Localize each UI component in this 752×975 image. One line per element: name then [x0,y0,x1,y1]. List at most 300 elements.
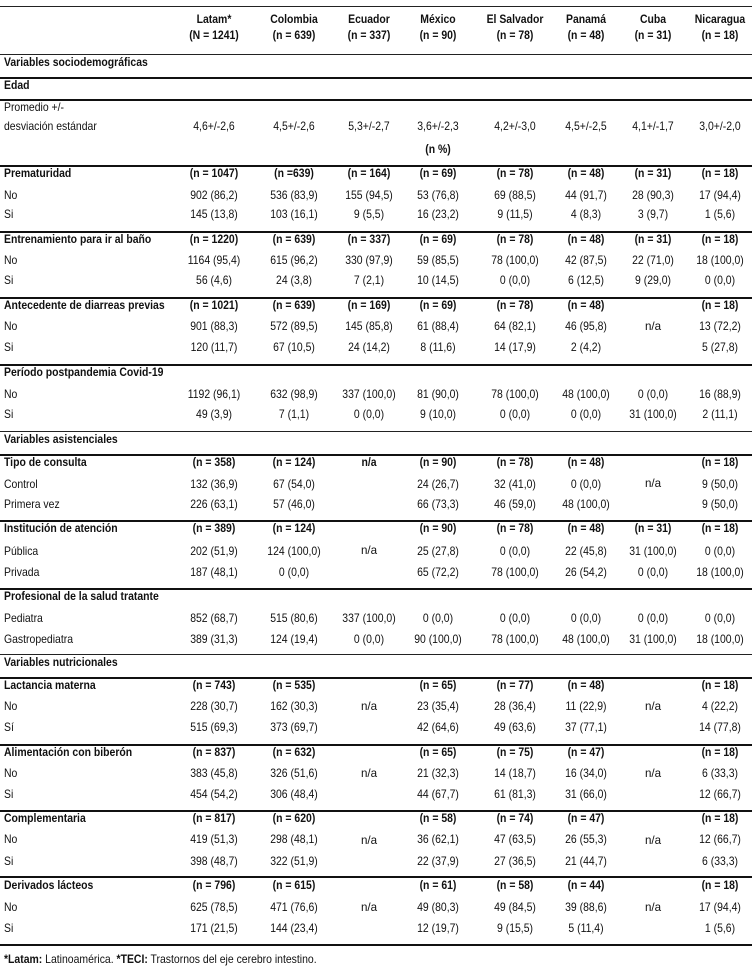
footnote-teci-abbr: *TECI: [116,953,148,966]
value-cell: 155 (94,5) [345,189,393,202]
value-cell: 17 (94,4) [699,901,741,914]
value-cell: 398 (48,7) [190,855,238,868]
row-label: Pública [4,545,39,558]
value-cell: 22 (37,9) [417,855,459,868]
value-cell: 13 (72,2) [699,320,741,333]
value-cell: 330 (97,9) [345,254,393,267]
value-cell: 124 (100,0) [267,545,321,558]
value-cell: 78 (100,0) [491,566,539,579]
column-header-n: (n = 48) [567,29,605,42]
not-available-cell: n/a [644,767,662,780]
value-cell: 32 (41,0) [494,478,536,491]
value-cell: 31 (100,0) [629,408,677,421]
not-available-cell: n/a [360,767,378,780]
subgroup-n-cell: (n = 69) [419,233,457,246]
value-cell: 615 (96,2) [270,254,318,267]
group-divider [0,810,752,812]
value-cell: 14 (18,7) [494,767,536,780]
subgroup-n-cell: (n = 620) [272,812,316,825]
value-cell: 4,1+/-1,7 [632,120,674,133]
row-label: Si [4,922,14,935]
subgroup-n-cell: (n = 18) [701,167,739,180]
value-cell: 0 (0,0) [637,388,669,401]
value-cell: 7 (2,1) [353,274,385,287]
subgroup-n-cell: (n = 69) [419,299,457,312]
value-cell: 0 (0,0) [499,408,531,421]
subgroup-n-cell: (n = 90) [419,456,457,469]
column-header-name: Cuba [639,13,667,26]
value-cell: 6 (33,3) [702,767,738,780]
value-cell: 0 (0,0) [570,478,602,491]
row-label: No [4,320,18,333]
value-cell: 9 (50,0) [702,478,738,491]
value-cell: 16 (34,0) [565,767,607,780]
value-cell: 24 (14,2) [348,341,390,354]
value-cell: 90 (100,0) [414,633,462,646]
variable-heading: Derivados lácteos [4,879,94,892]
value-cell: 28 (90,3) [632,189,674,202]
value-cell: 12 (66,7) [699,833,741,846]
value-cell: 9 (10,0) [420,408,456,421]
value-cell: 625 (78,5) [190,901,238,914]
subgroup-n-cell: (n = 58) [496,879,534,892]
value-cell: 0 (0,0) [570,408,602,421]
subgroup-n-cell: (n = 31) [634,522,672,535]
row-label: Sí [4,721,14,734]
not-available-cell: n/a [644,700,662,713]
column-header-name: El Salvador [486,13,544,26]
value-cell: 0 (0,0) [353,633,385,646]
value-cell: 61 (81,3) [494,788,536,801]
subgroup-n-cell: (n = 78) [496,233,534,246]
footnote-latam-abbr: *Latam: [4,953,43,966]
value-cell: 66 (73,3) [417,498,459,511]
value-cell: 67 (10,5) [273,341,315,354]
subgroup-n-cell: (n = 796) [192,879,236,892]
value-cell: 228 (30,7) [190,700,238,713]
variable-heading: Lactancia materna [4,679,96,692]
subgroup-n-cell: (n = 48) [567,299,605,312]
value-cell: 632 (98,9) [270,388,318,401]
subgroup-n-cell: (n = 337) [347,233,391,246]
bottom-rule [0,944,752,946]
value-cell: 4,5+/-2,6 [273,120,315,133]
value-cell: 852 (68,7) [190,612,238,625]
subgroup-n-cell: (n = 65) [419,746,457,759]
value-cell: 10 (14,5) [417,274,459,287]
value-cell: 419 (51,3) [190,833,238,846]
row-label: Control [4,478,38,491]
variable-heading: Prematuridad [4,167,72,180]
value-cell: 16 (23,2) [417,208,459,221]
subgroup-n-cell: (n = 78) [496,167,534,180]
column-header-name: Ecuador [348,13,390,26]
value-cell: 3 (9,7) [637,208,669,221]
footnote-teci-text: Trastornos del eje cerebro intestino. [147,953,317,966]
value-cell: 64 (82,1) [494,320,536,333]
value-cell: 31 (66,0) [565,788,607,801]
value-cell: 322 (51,9) [270,855,318,868]
value-cell: 132 (36,9) [190,478,238,491]
not-available-cell: n/a [644,320,662,333]
subgroup-n-cell: (n = 90) [419,522,457,535]
variable-heading: Complementaria [4,812,86,825]
value-cell: 25 (27,8) [417,545,459,558]
subgroup-n-cell: (n = 65) [419,679,457,692]
value-cell: 536 (83,9) [270,189,318,202]
row-label: Gastropediatra [4,633,74,646]
value-cell: 2 (4,2) [570,341,602,354]
subgroup-n-cell: (n = 74) [496,812,534,825]
value-cell: 81 (90,0) [417,388,459,401]
row-label: Si [4,788,14,801]
value-cell: 48 (100,0) [562,498,610,511]
subgroup-n-cell: (n = 18) [701,812,739,825]
value-cell: 22 (71,0) [632,254,674,267]
value-cell: 1164 (95,4) [187,254,241,267]
subgroup-n-cell: (n = 169) [347,299,391,312]
subgroup-n-cell: (n = 743) [192,679,236,692]
value-cell: 78 (100,0) [491,388,539,401]
value-cell: 103 (16,1) [270,208,318,221]
subgroup-n-cell: (n = 48) [567,167,605,180]
value-cell: 1 (5,6) [704,208,736,221]
subgroup-n-cell: (n = 47) [567,746,605,759]
group-divider [0,99,752,101]
value-cell: 4 (22,2) [702,700,738,713]
value-cell: 298 (48,1) [270,833,318,846]
value-cell: 337 (100,0) [342,612,396,625]
value-cell: 120 (11,7) [190,341,238,354]
value-cell: 46 (95,8) [565,320,607,333]
value-cell: 389 (31,3) [190,633,238,646]
value-cell: 27 (36,5) [494,855,536,868]
value-cell: 48 (100,0) [562,388,610,401]
value-cell: 14 (77,8) [699,721,741,734]
subgroup-n-cell: (n = 78) [496,299,534,312]
value-cell: 9 (29,0) [635,274,671,287]
value-cell: 37 (77,1) [565,721,607,734]
column-header-n: (n = 639) [272,29,316,42]
value-cell: 0 (0,0) [353,408,385,421]
value-cell: 56 (4,6) [196,274,232,287]
value-cell: 31 (100,0) [629,633,677,646]
value-cell: 373 (69,7) [270,721,318,734]
value-cell: 2 (11,1) [702,408,738,421]
column-header-name: Nicaragua [694,13,746,26]
value-cell: 1192 (96,1) [187,388,241,401]
value-cell: 39 (88,6) [565,901,607,914]
value-cell: 18 (100,0) [696,633,744,646]
column-header-name: Panamá [565,13,607,26]
value-cell: 61 (88,4) [417,320,459,333]
subgroup-n-cell: (n = 31) [634,233,672,246]
column-header-n: (n = 31) [634,29,672,42]
value-cell: 326 (51,6) [270,767,318,780]
subgroup-n-cell: (n = 358) [192,456,236,469]
value-cell: 18 (100,0) [696,254,744,267]
column-header-n: (n = 337) [347,29,391,42]
value-cell: 171 (21,5) [190,922,238,935]
value-cell: 18 (100,0) [696,566,744,579]
value-cell: 9 (50,0) [702,498,738,511]
subgroup-n-cell: (n = 18) [701,679,739,692]
value-cell: 4 (8,3) [570,208,602,221]
value-cell: 24 (26,7) [417,478,459,491]
row-label: No [4,189,18,202]
variable-heading: Antecedente de diarreas previas [4,299,165,312]
subgroup-n-cell: (n = 535) [272,679,316,692]
section-heading: Variables nutricionales [4,656,118,669]
value-cell: 337 (100,0) [342,388,396,401]
row-divider [0,654,752,655]
subgroup-n-cell: (n = 389) [192,522,236,535]
value-cell: 202 (51,9) [190,545,238,558]
not-available-cell: n/a [360,833,378,847]
value-cell: 69 (88,5) [494,189,536,202]
group-divider [0,77,752,79]
row-label: No [4,254,18,267]
row-divider [0,431,752,432]
row-label: Si [4,208,14,221]
variable-heading: Tipo de consulta [4,456,87,469]
row-label: Primera vez [4,498,60,511]
value-cell: 49 (84,5) [494,901,536,914]
value-cell: 49 (3,9) [196,408,232,421]
value-cell: 22 (45,8) [565,545,607,558]
not-available-cell: n/a [644,477,662,490]
value-cell: 17 (94,4) [699,189,741,202]
value-cell: 124 (19,4) [270,633,318,646]
value-cell: 5,3+/-2,7 [348,120,390,133]
subgroup-n-cell: (n = 78) [496,456,534,469]
variable-heading: Alimentación con biberón [4,746,133,759]
value-cell: 26 (54,2) [565,566,607,579]
value-cell: 53 (76,8) [417,189,459,202]
value-cell: 67 (54,0) [273,478,315,491]
value-cell: 4,6+/-2,6 [193,120,235,133]
value-cell: 0 (0,0) [637,566,669,579]
value-cell: 383 (45,8) [190,767,238,780]
value-cell: 12 (19,7) [417,922,459,935]
row-label: No [4,388,18,401]
value-cell: (n %) [425,143,451,156]
column-header-name: Latam* [196,13,232,26]
not-available-cell: n/a [360,900,378,914]
value-cell: 306 (48,4) [270,788,318,801]
value-cell: 0 (0,0) [499,274,531,287]
subgroup-n-cell: (n = 47) [567,812,605,825]
value-cell: 78 (100,0) [491,254,539,267]
value-cell: 454 (54,2) [190,788,238,801]
value-cell: 49 (63,6) [494,721,536,734]
value-cell: 0 (0,0) [422,612,454,625]
row-label: No [4,700,18,713]
value-cell: 9 (15,5) [497,922,533,935]
value-cell: 187 (48,1) [190,566,238,579]
row-label: Promedio +/- [4,101,65,114]
value-cell: 902 (86,2) [190,189,238,202]
row-label: Si [4,341,14,354]
column-header-n: (n = 90) [419,29,457,42]
subgroup-n-cell: (n = 615) [272,879,316,892]
value-cell: 0 (0,0) [704,612,736,625]
value-cell: 515 (69,3) [190,721,238,734]
subgroup-n-cell: (n = 639) [272,233,316,246]
row-label: Si [4,274,14,287]
value-cell: 14 (17,9) [494,341,536,354]
subgroup-n-cell: (n = 61) [419,879,457,892]
value-cell: 42 (64,6) [417,721,459,734]
column-header-n: (n = 18) [701,29,739,42]
column-header-n: (N = 1241) [189,29,239,42]
value-cell: 0 (0,0) [570,612,602,625]
value-cell: 44 (91,7) [565,189,607,202]
variable-heading: Institución de atención [4,522,118,535]
subgroup-n-cell: (n = 817) [192,812,236,825]
not-available-cell: n/a [644,900,662,914]
subgroup-n-cell: (n = 18) [701,456,739,469]
variable-heading: Edad [4,79,30,92]
value-cell: 5 (11,4) [568,922,604,935]
subgroup-n-cell: (n = 58) [419,812,457,825]
subgroup-n-cell: (n = 1220) [189,233,239,246]
section-heading: Variables sociodemográficas [4,56,148,69]
value-cell: 6 (12,5) [568,274,604,287]
row-label: No [4,767,18,780]
value-cell: 0 (0,0) [704,274,736,287]
value-cell: 47 (63,5) [494,833,536,846]
value-cell: 46 (59,0) [494,498,536,511]
variable-heading: Profesional de la salud tratante [4,590,159,603]
subgroup-n-cell: (n = 69) [419,167,457,180]
column-header-name: México [420,13,456,26]
value-cell: 901 (88,3) [190,320,238,333]
subgroup-n-cell: (n = 78) [496,522,534,535]
value-cell: 9 (11,5) [497,208,533,221]
value-cell: 6 (33,3) [702,855,738,868]
value-cell: 3,0+/-2,0 [699,120,741,133]
value-cell: 44 (67,7) [417,788,459,801]
value-cell: 7 (1,1) [278,408,310,421]
column-header-name: Colombia [270,13,318,26]
value-cell: 3,6+/-2,3 [417,120,459,133]
value-cell: 78 (100,0) [491,633,539,646]
value-cell: 12 (66,7) [699,788,741,801]
value-cell: 471 (76,6) [270,901,318,914]
row-label: desviación estándar [4,120,97,133]
subgroup-n-cell: (n = 124) [272,522,316,535]
value-cell: 145 (85,8) [345,320,393,333]
value-cell: 5 (27,8) [702,341,738,354]
value-cell: 572 (89,5) [270,320,318,333]
subgroup-n-cell: (n = 48) [567,522,605,535]
subgroup-n-cell: (n = 18) [701,299,739,312]
not-available-cell: n/a [644,833,662,847]
value-cell: 21 (32,3) [417,767,459,780]
row-label: Si [4,855,14,868]
subgroup-n-cell: (n = 18) [701,746,739,759]
value-cell: 9 (5,5) [353,208,385,221]
value-cell: 59 (85,5) [417,254,459,267]
subgroup-n-cell: (n = 632) [272,746,316,759]
value-cell: 0 (0,0) [704,545,736,558]
row-label: No [4,901,18,914]
value-cell: 0 (0,0) [499,612,531,625]
value-cell: 8 (11,6) [420,341,456,354]
subgroup-n-cell: (n = 164) [347,167,391,180]
section-heading: Variables asistenciales [4,433,118,446]
value-cell: 49 (80,3) [417,901,459,914]
value-cell: 4,5+/-2,5 [565,120,607,133]
subgroup-n-cell: (n = 1021) [189,299,239,312]
footnote-latam-text: Latinoamérica. [42,953,117,966]
row-label: Pediatra [4,612,43,625]
subgroup-n-cell: (n = 44) [567,879,605,892]
value-cell: 36 (62,1) [417,833,459,846]
row-label: Privada [4,566,40,579]
subgroup-n-cell: (n = 48) [567,679,605,692]
group-divider [0,677,752,679]
table-footnote [4,953,317,967]
value-cell: 144 (23,4) [270,922,318,935]
subgroup-n-cell: (n = 1047) [189,167,239,180]
row-divider [0,54,752,55]
value-cell: 145 (13,8) [190,208,238,221]
subgroup-n-cell: (n = 18) [701,233,739,246]
value-cell: 0 (0,0) [637,612,669,625]
subgroup-n-cell: (n = 75) [496,746,534,759]
value-cell: 226 (63,1) [190,498,238,511]
subgroup-n-cell: (n = 48) [567,456,605,469]
value-cell: 57 (46,0) [273,498,315,511]
value-cell: 162 (30,3) [270,700,318,713]
group-divider [0,876,752,878]
subgroup-n-cell: (n = 837) [192,746,236,759]
value-cell: 65 (72,2) [417,566,459,579]
value-cell: 4,2+/-3,0 [494,120,536,133]
subgroup-n-cell: (n = 18) [701,522,739,535]
variable-heading: Entrenamiento para ir al baño [4,233,152,246]
value-cell: 48 (100,0) [562,633,610,646]
subgroup-n-cell: (n =639) [274,167,314,180]
value-cell: 23 (35,4) [417,700,459,713]
value-cell: 24 (3,8) [276,274,312,287]
subgroup-n-cell: (n = 77) [496,679,534,692]
value-cell: 42 (87,5) [565,254,607,267]
subgroup-n-cell: n/a [361,456,377,469]
not-available-cell: n/a [360,700,378,713]
column-header-n: (n = 78) [496,29,534,42]
value-cell: 0 (0,0) [278,566,310,579]
value-cell: 21 (44,7) [565,855,607,868]
subgroup-n-cell: (n = 31) [634,167,672,180]
value-cell: 16 (88,9) [699,388,741,401]
subgroup-n-cell: (n = 639) [272,299,316,312]
subgroup-n-cell: (n = 18) [701,879,739,892]
value-cell: 28 (36,4) [494,700,536,713]
variable-heading: Período postpandemia Covid-19 [4,366,164,379]
value-cell: 515 (80,6) [270,612,318,625]
top-rule [0,6,752,7]
value-cell: 11 (22,9) [565,700,607,713]
value-cell: 1 (5,6) [704,922,736,935]
subgroup-n-cell: (n = 48) [567,233,605,246]
row-label: No [4,833,18,846]
value-cell: 26 (55,3) [565,833,607,846]
row-label: Si [4,408,14,421]
value-cell: 0 (0,0) [499,545,531,558]
